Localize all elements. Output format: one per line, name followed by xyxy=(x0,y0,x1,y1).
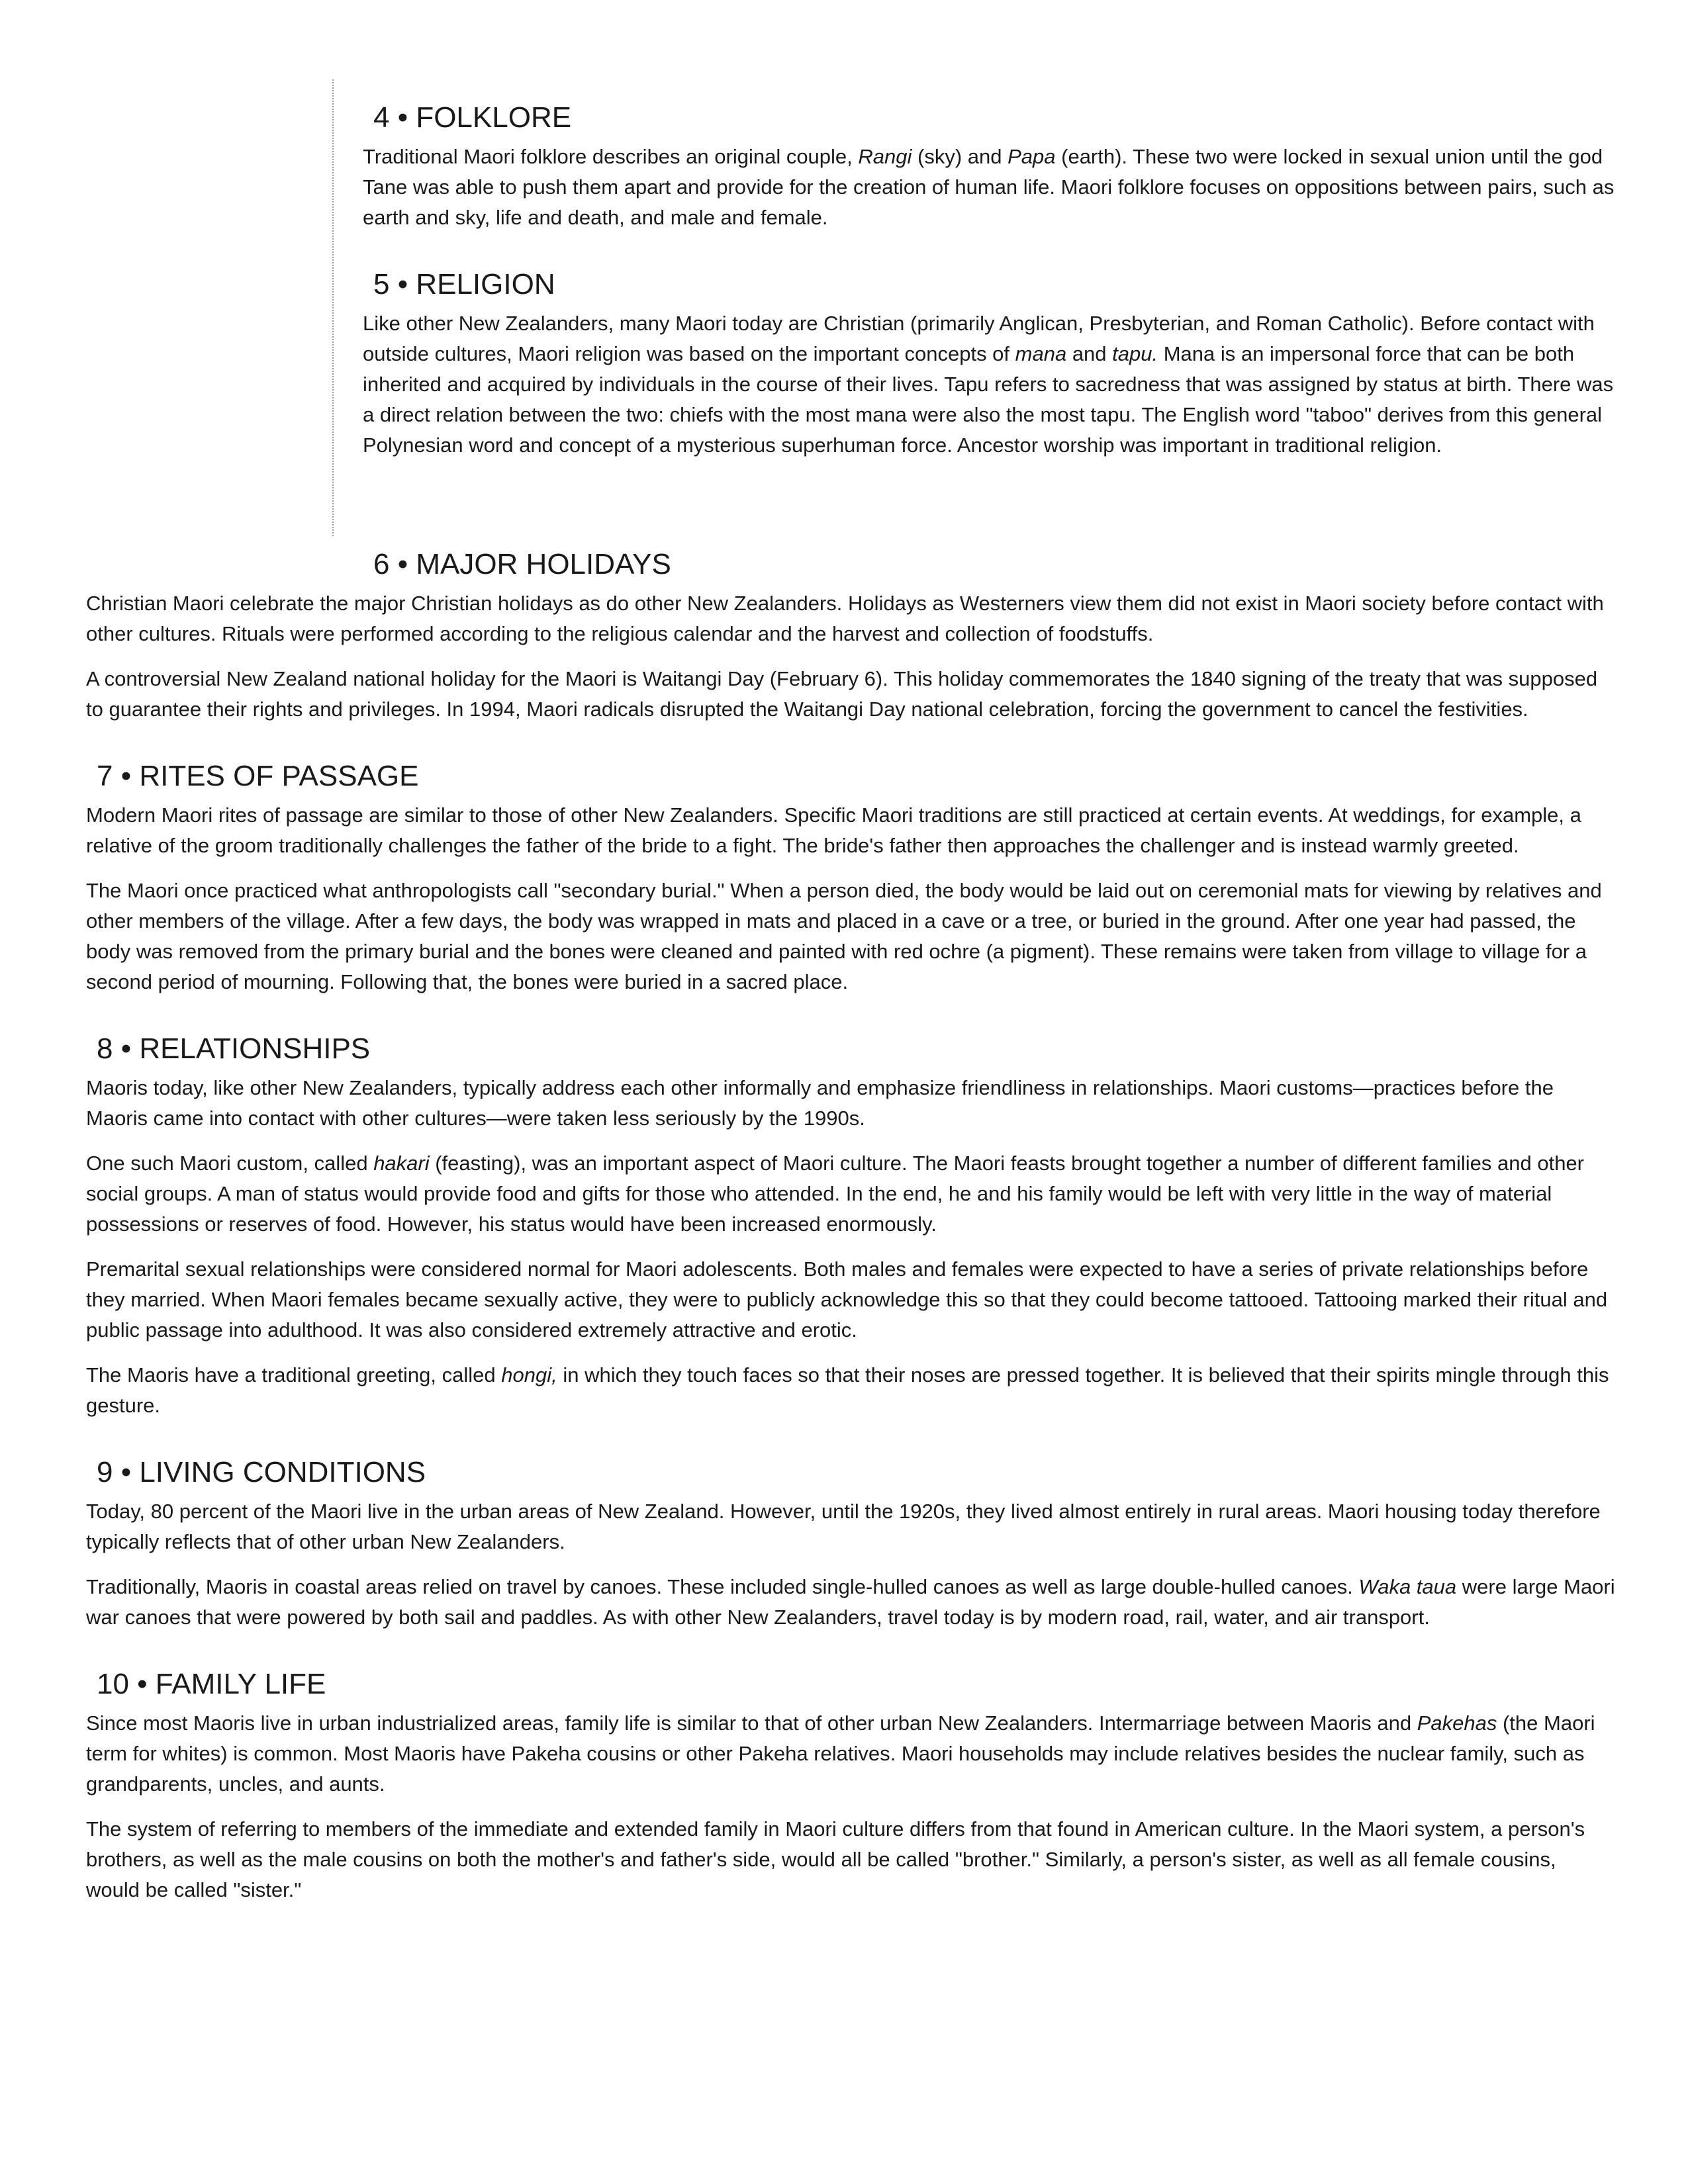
paragraph: The Maoris have a traditional greeting, called hongi, in which they touch faces so that their noses are pressed together. It is believed that their spirits mingle through this gesture. xyxy=(86,1363,1609,1417)
section-family-life xyxy=(86,1666,1615,1905)
paragraph: One such Maori custom, called hakari (feasting), was an important aspect of Maori culture. The Maori feasts brought together a number of different families and other social groups. A man of status would provide food and gifts for those who attended. In the end, he and his family would be left with very little in the way of material possessions or reserves of food. However, his status would have been increased enormously. xyxy=(86,1152,1584,1236)
margin-rule xyxy=(332,79,334,536)
paragraph: Premarital sexual relationships were considered normal for Maori adolescents. Both males and females were expected to have a series of private relationships before they married. When Maori females became sexually active, they were to publicly acknowledge this so that they could become tattooed. Tattooing marked their ritual and public passage into adulthood. It was also considered extremely attractive and erotic. xyxy=(86,1257,1608,1342)
paragraph: Traditional Maori folklore describes an original couple, Rangi (sky) and Papa (earth). These two were locked in sexual union until the god Tane was able to push them apart and provide for the creation of human life. Maori folklore focuses on oppositions between pairs, such as earth and sky, life and death, and male and female. xyxy=(363,145,1615,229)
full-width-column xyxy=(86,546,1615,1938)
section-heading: 7 • RITES OF PASSAGE xyxy=(97,760,419,792)
section-holidays xyxy=(86,546,1615,725)
paragraph: Today, 80 percent of the Maori live in the urban areas of New Zealand. However, until the 1920s, they lived almost entirely in rural areas. Maori housing today therefore typically reflects that of other urban New Zealanders. xyxy=(86,1500,1601,1553)
section-heading: 8 • RELATIONSHIPS xyxy=(97,1032,371,1065)
paragraph: Since most Maoris live in urban industrialized areas, family life is similar to that of other urban New Zealanders. Intermarriage between Maoris and Pakehas (the Maori term for whites) is common. Most Maoris have Pakeha cousins or other Pakeha relatives. Maori households may include relatives besides the nuclear family, such as grandparents, uncles, and aunts. xyxy=(86,1711,1595,1796)
paragraph: Christian Maori celebrate the major Christian holidays as do other New Zealanders. Holidays as Westerners view them did not exist in Maori society before contact with other cultures. Rituals were performed according to the religious calendar and the harvest and collection of foodstuffs. xyxy=(86,592,1604,645)
section-living-conditions xyxy=(86,1454,1615,1633)
paragraph: Modern Maori rites of passage are similar to those of other New Zealanders. Specific Maori traditions are still practiced at certain events. At weddings, for example, a relative of the groom traditionally challenges the father of the bride to a fight. The bride's father then approaches the challenger and is instead warmly greeted. xyxy=(86,803,1581,857)
section-folklore xyxy=(363,99,1620,233)
paragraph: A controversial New Zealand national holiday for the Maori is Waitangi Day (February 6). This holiday commemorates the 1840 signing of the treaty that was supposed to guarantee their rights and privileges. In 1994, Maori radicals disrupted the Waitangi Day national celebration, forcing the government to cancel the festivities. xyxy=(86,667,1598,721)
paragraph: Like other New Zealanders, many Maori today are Christian (primarily Anglican, Presbyterian, and Roman Catholic). Before contact with outside cultures, Maori religion was based on the important concepts of mana and tapu. Mana is an impersonal force that can be both inherited and acquired by individuals in the course of their lives. Tapu refers to sacredness that was assigned by status at birth. There was a direct relation between the two: chiefs with the most mana were also the most tapu. The English word "taboo" derives from this general Polynesian word and concept of a mysterious superhuman force. Ancestor worship was important in traditional religion. xyxy=(363,312,1614,457)
section-rites-of-passage xyxy=(86,758,1615,997)
section-religion xyxy=(363,266,1620,461)
section-heading: 5 • RELIGION xyxy=(373,268,555,300)
section-heading: 6 • MAJOR HOLIDAYS xyxy=(373,548,671,580)
indented-column xyxy=(363,99,1620,494)
section-heading: 4 • FOLKLORE xyxy=(373,101,572,134)
paragraph: The system of referring to members of the immediate and extended family in Maori culture differs from that found in American culture. In the Maori system, a person's brothers, as well as the male cousins on both the mother's and father's side, would all be called "brother." Similarly, a person's sister, as well as all female cousins, would be called "sister." xyxy=(86,1817,1585,1901)
section-heading: 10 • FAMILY LIFE xyxy=(97,1668,326,1700)
section-relationships xyxy=(86,1030,1615,1421)
section-heading: 9 • LIVING CONDITIONS xyxy=(97,1456,426,1488)
paragraph: Maoris today, like other New Zealanders, typically address each other informally and emphasize friendliness in relationships. Maori customs—practices before the Maoris came into contact with other cultures—were taken less seriously by the 1990s. xyxy=(86,1076,1554,1130)
paragraph: The Maori once practiced what anthropologists call "secondary burial." When a person died, the body would be laid out on ceremonial mats for viewing by relatives and other members of the village. After a few days, the body was wrapped in mats and placed in a cave or a tree, or buried in the ground. After one year had passed, the body was removed from the primary burial and the bones were cleaned and painted with red ochre (a pigment). These remains were taken from village to village for a second period of mourning. Following that, the bones were buried in a sacred place. xyxy=(86,879,1602,993)
paragraph: Traditionally, Maoris in coastal areas relied on travel by canoes. These included single-hulled canoes as well as large double-hulled canoes. Waka taua were large Maori war canoes that were powered by both sail and paddles. As with other New Zealanders, travel today is by modern road, rail, water, and air transport. xyxy=(86,1575,1615,1629)
